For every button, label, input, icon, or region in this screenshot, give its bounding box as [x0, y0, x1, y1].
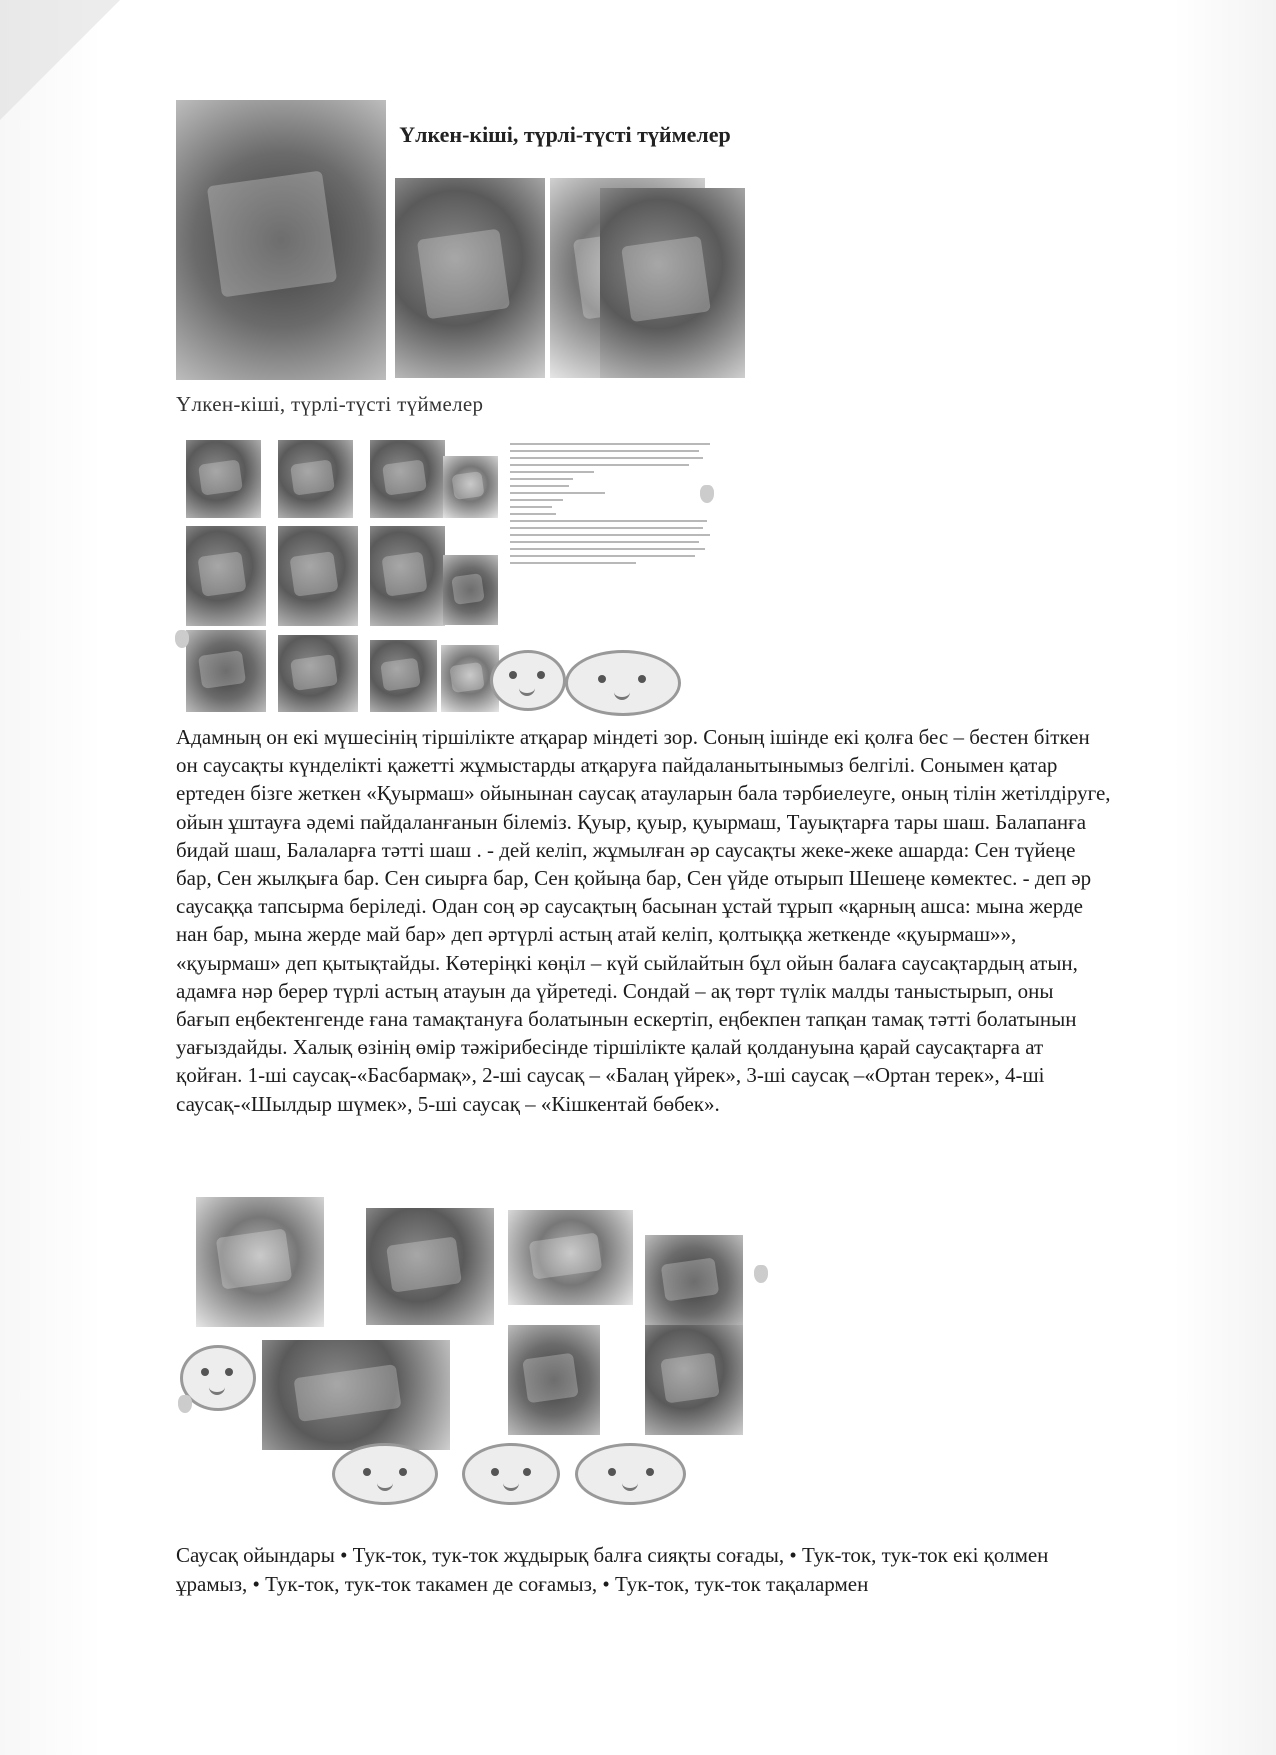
grid-photo — [186, 440, 261, 518]
collage-title: Үлкен-кіші, түрлі-түсті түймелер — [399, 122, 731, 147]
cartoon-girl-face — [332, 1443, 438, 1505]
photo-child-buttons-1 — [176, 100, 386, 380]
cartoon-girl-face — [490, 650, 566, 711]
photo-caption: Үлкен-кіші, түрлі-түсті түймелер — [176, 392, 484, 416]
grid-photo — [278, 635, 358, 712]
folded-corner — [0, 0, 120, 120]
cartoon-girl-face — [565, 650, 681, 716]
decorative-drop — [700, 485, 714, 503]
cartoon-girl-face — [462, 1443, 560, 1505]
grid-photo — [186, 630, 266, 712]
decorative-drop — [178, 1395, 192, 1413]
grid-photo — [370, 640, 437, 712]
illegible-text-block — [510, 438, 720, 663]
craft-photo — [508, 1325, 600, 1435]
craft-photo — [196, 1197, 324, 1327]
grid-photo — [278, 440, 353, 518]
craft-photo — [366, 1208, 494, 1325]
craft-photo — [262, 1340, 450, 1450]
craft-photo — [508, 1210, 633, 1305]
grid-photo — [186, 526, 266, 626]
grid-photo — [370, 526, 445, 626]
cartoon-girl-face — [575, 1443, 686, 1505]
photo-child-buttons-4 — [600, 188, 745, 378]
photo-child-buttons-2 — [395, 178, 545, 378]
decorative-drop — [175, 630, 189, 648]
finger-games-paragraph: Саусақ ойындары • Тук-ток, тук-ток жұдырық балға сияқты соғады, • Тук-ток, тук-ток екі қолмен ұрамыз, • Тук-ток, тук-ток такамен де соғамыз, • Тук-ток, тук-ток тақалармен — [176, 1543, 1049, 1596]
grid-photo — [443, 555, 498, 625]
decorative-drop — [754, 1265, 768, 1283]
grid-photo — [443, 456, 498, 518]
grid-photo — [278, 526, 358, 626]
craft-photo — [645, 1325, 743, 1435]
main-paragraph: Адамның он екі мүшесінің тіршілікте атқарар міндеті зор. Соның ішінде екі қолға бес – бестен біткен он саусақты күнделікті қажетті жұмыстарды атқаруға пайдаланытынымыз белгілі. Сонымен қатар ертеден бізге жеткен «Қуырмаш» ойынынан саусақ атауларын бала тәрбиелеуге, оның тілін жетілдіруге, ойын ұштауға әдемі пайдаланғанын білеміз. Қуыр, қуыр, қуырмаш, Тауықтарға тары шаш. Балапанға бидай шаш, Балаларға тәтті шаш . - дей келіп, жұмылған әр саусақты жеке-жеке ашарда: Сен түйеңе бар, Сен жылқыға бар. Сен сиырға бар, Сен қойыңа бар, Сен үйде отырып Шешеңе көмектес. - деп әр саусаққа тапсырма беріледі. Одан соң әр саусақтың басынан ұстай тұрып «қарның ашса: мына жерде нан бар, мына жерде май бар» деп әртүрлі астың атай келіп, қолтыққа жеткенде «қуырмаш»», «қуырмаш» деп қытықтайды. Көтеріңкі көңіл – күй сыйлайтын бұл ойын балаға саусақтардың атын, адамға нәр берер түрлі астың атауын да үйретеді. Сондай – ақ төрт түлік малды таныстырып, оны бағып еңбектенгенде ғана тамақтануға болатынын ескертіп, еңбекпен тапқан тамақ тәтті болатынын уағыздайды. Халық өзінің өмір тәжірибесінде тіршілікте қалай қолдануына қарай саусақтарға ат қойған. 1-ші саусақ-«Басбармақ», 2-ші саусақ – «Балаң үйрек», 3-ші саусақ –«Ортан терек», 4-ші саусақ-«Шылдыр шүмек», 5-ші саусақ – «Кішкентай бөбек». — [176, 725, 1111, 1116]
craft-photo — [645, 1235, 743, 1328]
grid-photo — [370, 440, 445, 518]
